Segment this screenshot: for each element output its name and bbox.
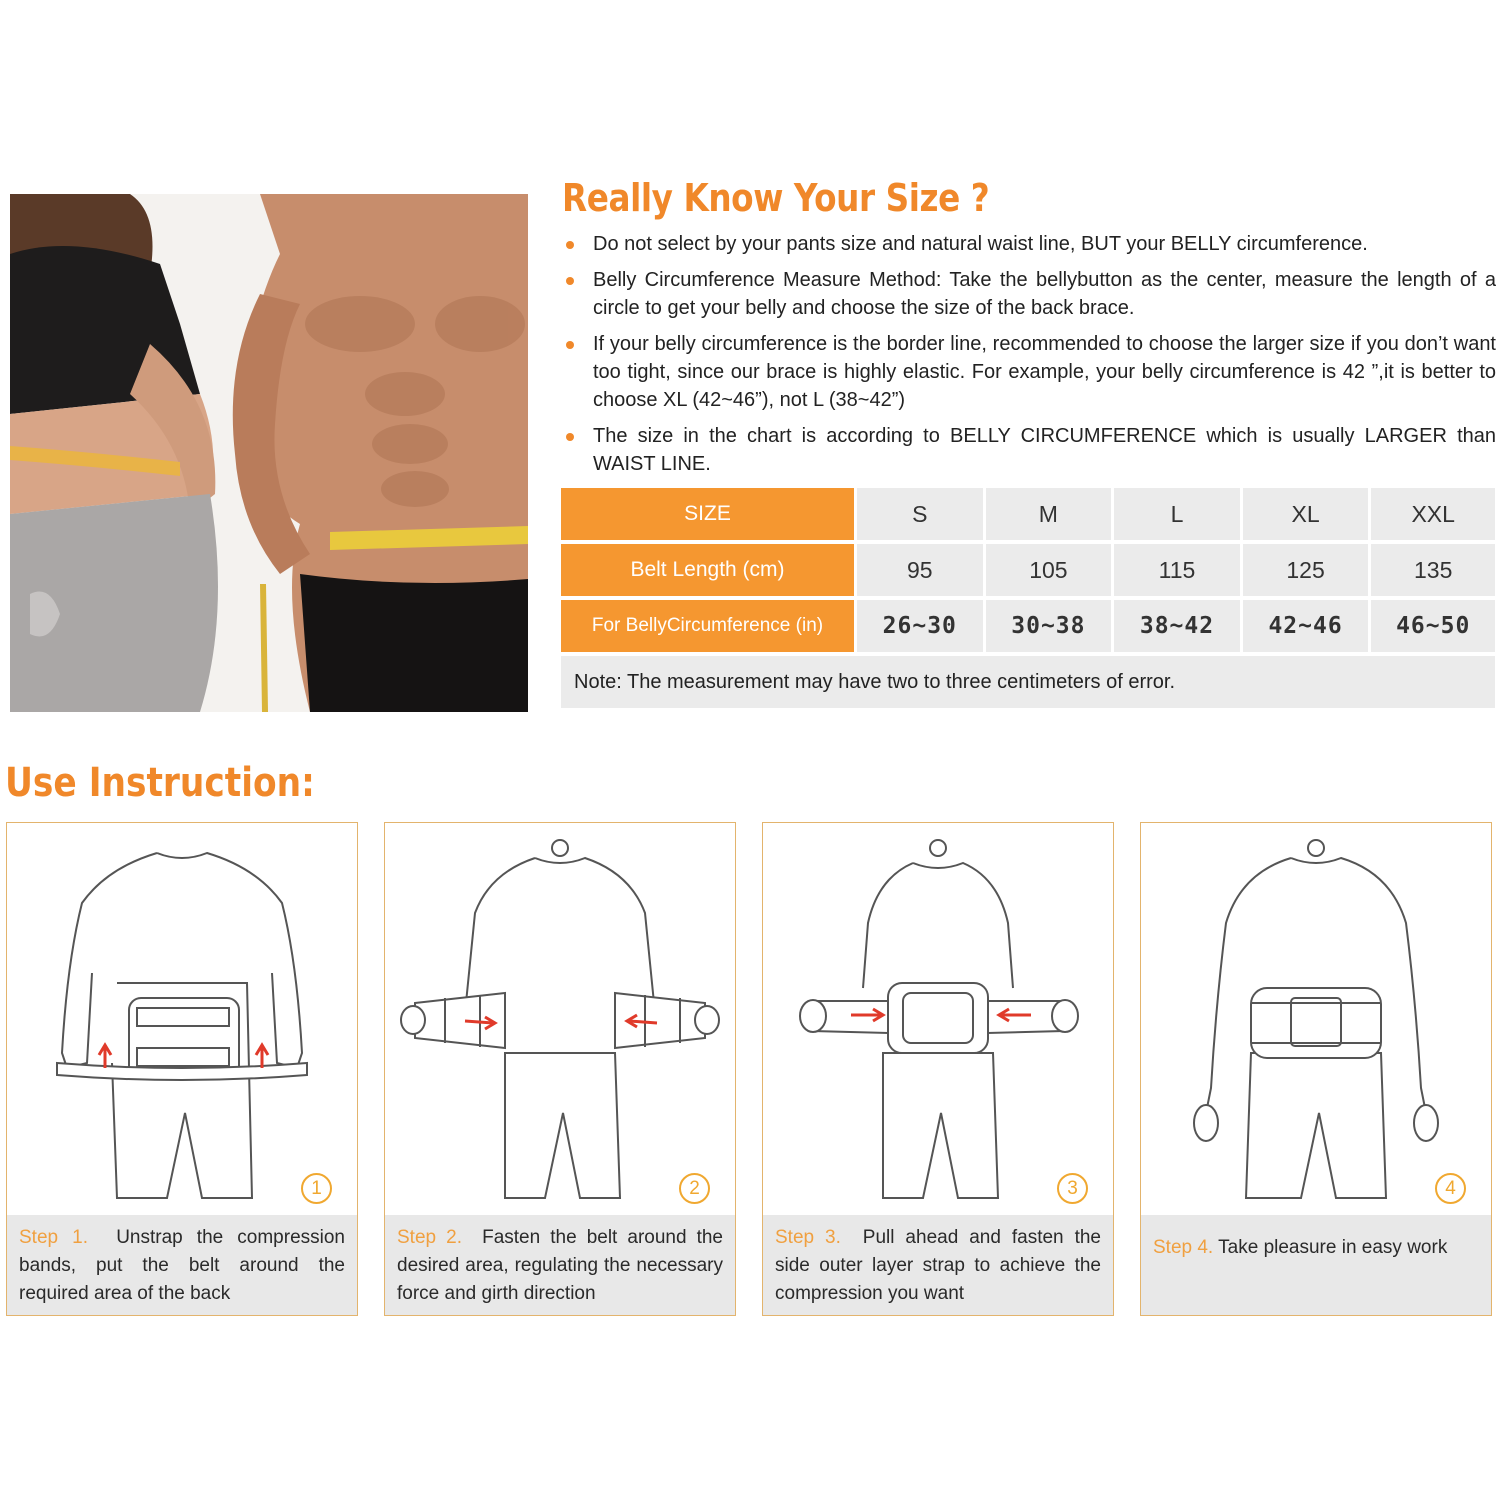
step-caption	[1141, 1215, 1491, 1315]
size-cell: M	[986, 488, 1115, 544]
belt-length-cell: 95	[857, 544, 986, 600]
step-text: Pull ahead and fasten the side outer layer strap to achieve the compression you want	[775, 1227, 1101, 1304]
step-number-badge: 3	[1057, 1173, 1088, 1204]
size-guidance-item	[562, 330, 1496, 414]
size-chart-table	[561, 488, 1495, 712]
step-2-illustration	[385, 823, 735, 1213]
row-header-size: SIZE	[561, 488, 857, 544]
table-row-note	[561, 656, 1495, 712]
step-4-illustration	[1141, 823, 1491, 1213]
size-guidance-text: Belly Circumference Measure Method: Take the bellybutton as the center, measure the length of a circle to get your belly and choose the size of the back brace.	[593, 269, 1496, 319]
belt-length-cell: 135	[1371, 544, 1495, 600]
step-caption	[763, 1215, 1113, 1315]
size-section-title: Really Know Your Size ?	[562, 176, 990, 220]
step-label: Step 2.	[397, 1227, 462, 1248]
belt-length-cell: 115	[1114, 544, 1243, 600]
table-row-belt-length	[561, 544, 1495, 600]
size-guidance-item	[562, 266, 1496, 322]
size-cell: XL	[1243, 488, 1372, 544]
belt-length-cell: 125	[1243, 544, 1372, 600]
row-header-belt-length: Belt Length (cm)	[561, 544, 857, 600]
step-label: Step 1.	[19, 1227, 89, 1248]
bullet-dot-icon	[566, 433, 574, 441]
step-text: Take pleasure in easy work	[1218, 1237, 1448, 1258]
size-guidance-text: The size in the chart is according to BELLY CIRCUMFERENCE which is usually LARGER than WAIST LINE.	[593, 425, 1496, 475]
step-card-1	[6, 822, 358, 1316]
instructions-title: Use Instruction:	[5, 760, 315, 806]
size-guidance-list	[562, 230, 1496, 486]
belly-circumference-cell: 26~30	[857, 600, 986, 656]
step-card-2	[384, 822, 736, 1316]
size-guidance-item	[562, 230, 1496, 258]
measurement-note: Note: The measurement may have two to three centimeters of error.	[561, 656, 1495, 712]
belly-circumference-cell: 38~42	[1114, 600, 1243, 656]
step-1-illustration	[7, 823, 357, 1213]
step-caption	[7, 1215, 357, 1315]
belly-circumference-cell: 46~50	[1371, 600, 1495, 656]
table-row-size	[561, 488, 1495, 544]
size-cell: XXL	[1371, 488, 1495, 544]
step-label: Step 4.	[1153, 1237, 1214, 1258]
step-number-badge: 1	[301, 1173, 332, 1204]
step-number-badge: 4	[1435, 1173, 1466, 1204]
step-number-badge: 2	[679, 1173, 710, 1204]
step-caption	[385, 1215, 735, 1315]
bullet-dot-icon	[566, 341, 574, 349]
bullet-dot-icon	[566, 277, 574, 285]
step-text: Fasten the belt around the desired area, regulating the necessary force and girth direction	[397, 1227, 723, 1304]
size-guidance-text: Do not select by your pants size and natural waist line, BUT your BELLY circumference.	[593, 233, 1368, 255]
bullet-dot-icon	[566, 241, 574, 249]
step-text: Unstrap the compression bands, put the belt around the required area of the back	[19, 1227, 345, 1304]
belly-circumference-cell: 30~38	[986, 600, 1115, 656]
belly-circumference-cell: 42~46	[1243, 600, 1372, 656]
size-cell: S	[857, 488, 986, 544]
step-label: Step 3.	[775, 1227, 841, 1248]
row-header-belly-circumference: For BellyCircumference (in)	[561, 600, 857, 656]
step-card-4	[1140, 822, 1492, 1316]
measuring-photo	[10, 194, 528, 712]
size-cell: L	[1114, 488, 1243, 544]
size-guidance-text: If your belly circumference is the border line, recommended to choose the larger size if you don’t want too tight, since our brace is highly elastic. For example, your belly circumference is 42 ”,it is better to choose XL (42~46”), not L (38~42”)	[593, 333, 1496, 411]
step-card-3	[762, 822, 1114, 1316]
belt-length-cell: 105	[986, 544, 1115, 600]
size-guidance-item	[562, 422, 1496, 478]
step-3-illustration	[763, 823, 1113, 1213]
table-row-belly-circumference	[561, 600, 1495, 656]
